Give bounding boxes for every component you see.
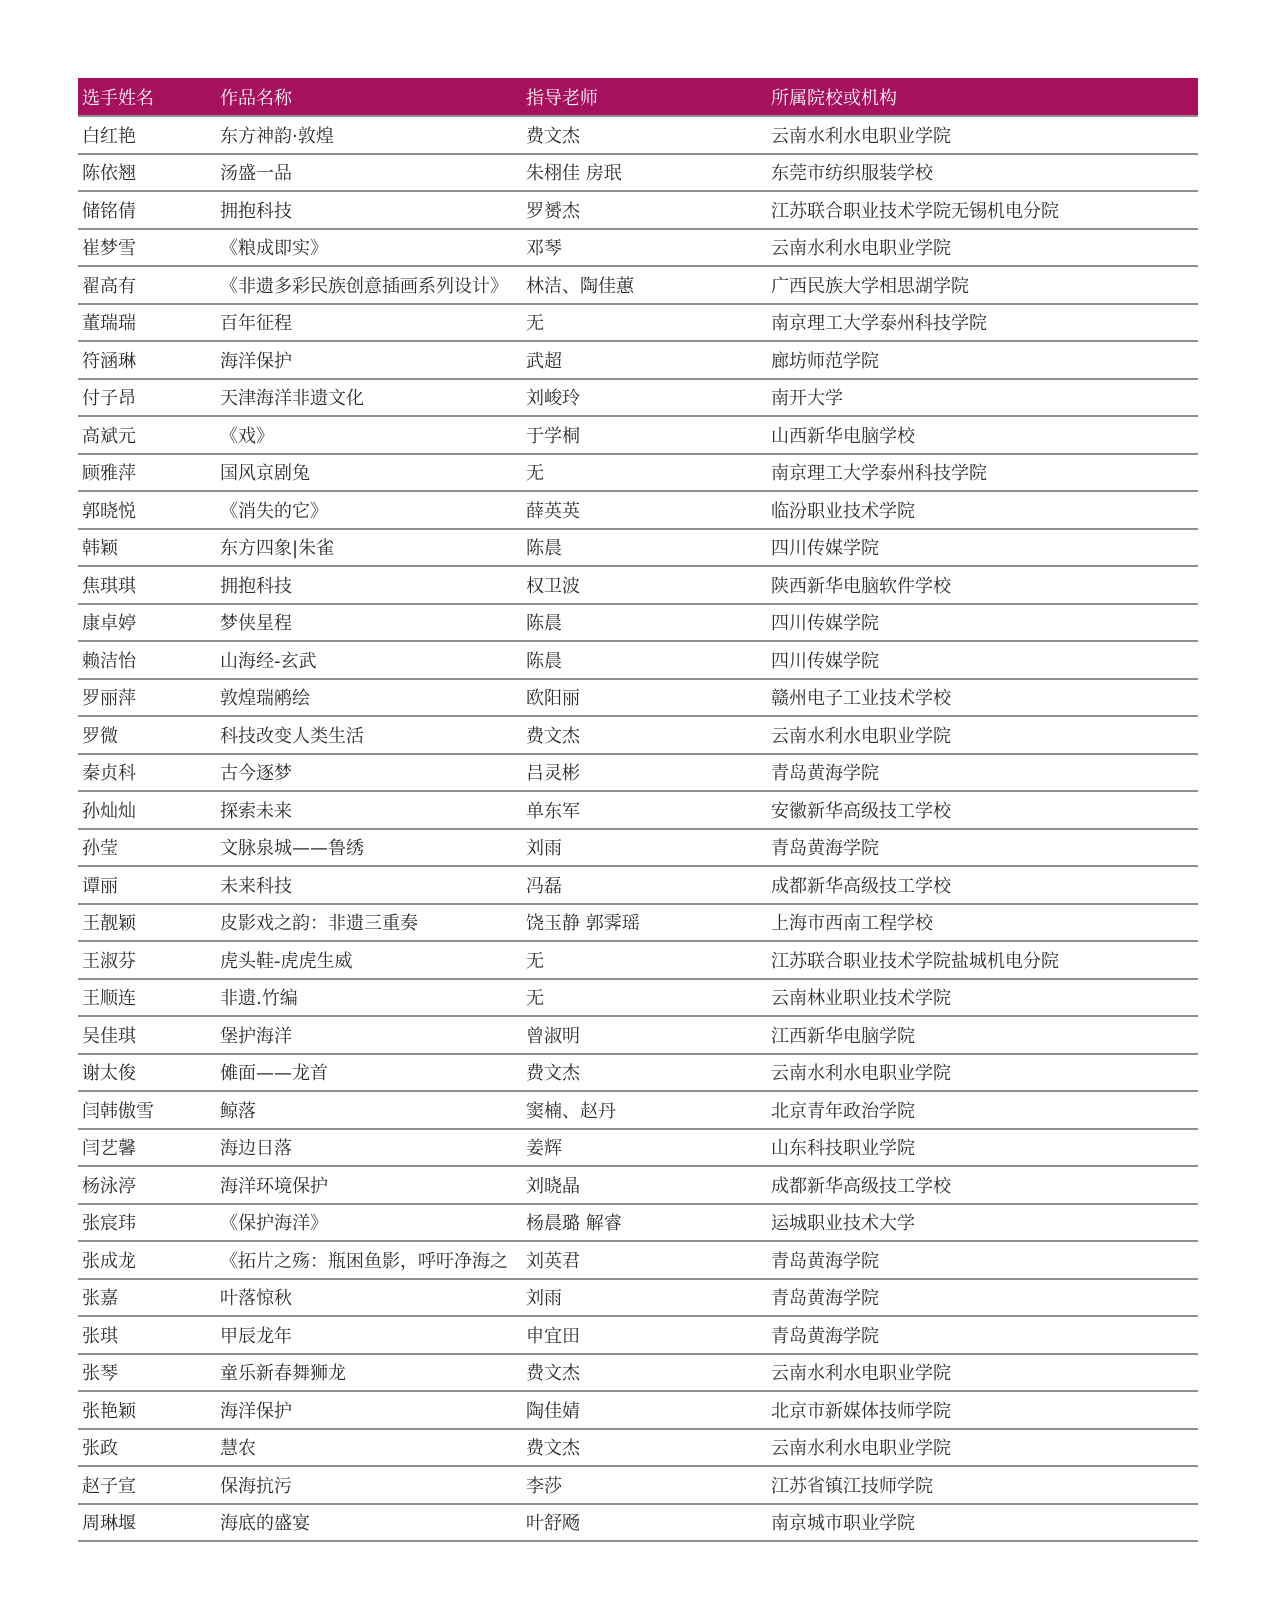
institution-cell: 云南水利水电职业学院 [767, 1354, 1198, 1392]
table-row [78, 1391, 1198, 1429]
contestant-name-cell: 郭晓悦 [78, 491, 216, 529]
institution-cell: 陕西新华电脑软件学校 [767, 566, 1198, 604]
work-title-cell: 海边日落 [216, 1129, 522, 1167]
instructor-cell: 冯磊 [522, 866, 767, 904]
table-row [78, 904, 1198, 942]
work-title-cell: 叶落惊秋 [216, 1279, 522, 1317]
table-row [78, 266, 1198, 304]
contestant-name-cell: 谭丽 [78, 866, 216, 904]
contestant-name-cell: 张琴 [78, 1354, 216, 1392]
table-row [78, 1354, 1198, 1392]
contestant-name-cell: 焦琪琪 [78, 566, 216, 604]
table-row [78, 716, 1198, 754]
contestant-name-cell: 秦贞科 [78, 754, 216, 792]
contestant-name-cell: 王靓颖 [78, 904, 216, 942]
contestant-name-cell: 张艳颖 [78, 1391, 216, 1429]
instructor-cell: 费文杰 [522, 1354, 767, 1392]
work-title-cell: 慧农 [216, 1429, 522, 1467]
institution-cell: 四川传媒学院 [767, 529, 1198, 567]
column-header-institution: 所属院校或机构 [767, 78, 1198, 116]
table-row [78, 566, 1198, 604]
instructor-cell: 费文杰 [522, 116, 767, 154]
work-title-cell: 甲辰龙年 [216, 1316, 522, 1354]
institution-cell: 云南水利水电职业学院 [767, 716, 1198, 754]
table-row [78, 1316, 1198, 1354]
contestant-name-cell: 崔梦雪 [78, 229, 216, 267]
work-title-cell: 《保护海洋》 [216, 1204, 522, 1242]
instructor-cell: 费文杰 [522, 1429, 767, 1467]
table-row [78, 529, 1198, 567]
instructor-cell: 饶玉静 郭霁瑶 [522, 904, 767, 942]
contestant-name-cell: 闫艺馨 [78, 1129, 216, 1167]
instructor-cell: 杨晨璐 解睿 [522, 1204, 767, 1242]
institution-cell: 廊坊师范学院 [767, 341, 1198, 379]
instructor-cell: 费文杰 [522, 716, 767, 754]
contestant-name-cell: 吴佳琪 [78, 1016, 216, 1054]
instructor-cell: 刘晓晶 [522, 1166, 767, 1204]
table-row [78, 379, 1198, 417]
header-row [78, 78, 1198, 116]
institution-cell: 东莞市纺织服装学校 [767, 154, 1198, 192]
table-row [78, 191, 1198, 229]
institution-cell: 成都新华高级技工学校 [767, 866, 1198, 904]
institution-cell: 南开大学 [767, 379, 1198, 417]
institution-cell: 南京城市职业学院 [767, 1504, 1198, 1542]
work-title-cell: 拥抱科技 [216, 191, 522, 229]
contestant-name-cell: 符涵琳 [78, 341, 216, 379]
contestant-name-cell: 赖洁怡 [78, 641, 216, 679]
work-title-cell: 敦煌瑞鹇绘 [216, 679, 522, 717]
contestant-name-cell: 孙灿灿 [78, 791, 216, 829]
institution-cell: 云南水利水电职业学院 [767, 1054, 1198, 1092]
institution-cell: 北京市新媒体技师学院 [767, 1391, 1198, 1429]
column-header-instructor: 指导老师 [522, 78, 767, 116]
institution-cell: 四川传媒学院 [767, 604, 1198, 642]
work-title-cell: 虎头鞋-虎虎生威 [216, 941, 522, 979]
instructor-cell: 邓琴 [522, 229, 767, 267]
institution-cell: 临汾职业技术学院 [767, 491, 1198, 529]
institution-cell: 青岛黄海学院 [767, 1316, 1198, 1354]
work-title-cell: 未来科技 [216, 866, 522, 904]
instructor-cell: 罗赟杰 [522, 191, 767, 229]
institution-cell: 青岛黄海学院 [767, 829, 1198, 867]
contestant-name-cell: 翟高有 [78, 266, 216, 304]
table-row [78, 229, 1198, 267]
institution-cell: 云南水利水电职业学院 [767, 1429, 1198, 1467]
table-row [78, 454, 1198, 492]
instructor-cell: 陶佳婧 [522, 1391, 767, 1429]
instructor-cell: 陈晨 [522, 641, 767, 679]
table-row [78, 754, 1198, 792]
institution-cell: 山西新华电脑学校 [767, 416, 1198, 454]
contestant-name-cell: 赵子宣 [78, 1466, 216, 1504]
contestant-name-cell: 张嘉 [78, 1279, 216, 1317]
table-row [78, 866, 1198, 904]
institution-cell: 广西民族大学相思湖学院 [767, 266, 1198, 304]
table-row [78, 304, 1198, 342]
work-title-cell: 文脉泉城——鲁绣 [216, 829, 522, 867]
table-row [78, 491, 1198, 529]
table-row [78, 1279, 1198, 1317]
contestant-name-cell: 康卓婷 [78, 604, 216, 642]
work-title-cell: 东方神韵·敦煌 [216, 116, 522, 154]
table-row [78, 1091, 1198, 1129]
instructor-cell: 权卫波 [522, 566, 767, 604]
instructor-cell: 姜辉 [522, 1129, 767, 1167]
table-row [78, 1054, 1198, 1092]
institution-cell: 云南林业职业技术学院 [767, 979, 1198, 1017]
work-title-cell: 堡护海洋 [216, 1016, 522, 1054]
contestant-name-cell: 张宸玮 [78, 1204, 216, 1242]
instructor-cell: 叶舒飏 [522, 1504, 767, 1542]
instructor-cell: 欧阳丽 [522, 679, 767, 717]
table-row [78, 979, 1198, 1017]
institution-cell: 云南水利水电职业学院 [767, 116, 1198, 154]
work-title-cell: 海洋环境保护 [216, 1166, 522, 1204]
work-title-cell: 鲸落 [216, 1091, 522, 1129]
work-title-cell: 东方四象|朱雀 [216, 529, 522, 567]
instructor-cell: 薛英英 [522, 491, 767, 529]
table-row [78, 829, 1198, 867]
table-row [78, 679, 1198, 717]
instructor-cell: 陈晨 [522, 604, 767, 642]
table-row [78, 1016, 1198, 1054]
table-row [78, 1166, 1198, 1204]
table-body [78, 116, 1198, 1541]
institution-cell: 江苏联合职业技术学院盐城机电分院 [767, 941, 1198, 979]
work-title-cell: 汤盛一品 [216, 154, 522, 192]
instructor-cell: 刘峻玲 [522, 379, 767, 417]
instructor-cell: 刘雨 [522, 829, 767, 867]
work-title-cell: 《戏》 [216, 416, 522, 454]
table-row [78, 416, 1198, 454]
contestant-name-cell: 罗丽萍 [78, 679, 216, 717]
work-title-cell: 保海抗污 [216, 1466, 522, 1504]
work-title-cell: 海底的盛宴 [216, 1504, 522, 1542]
institution-cell: 南京理工大学泰州科技学院 [767, 454, 1198, 492]
institution-cell: 上海市西南工程学校 [767, 904, 1198, 942]
contestant-name-cell: 董瑞瑞 [78, 304, 216, 342]
work-title-cell: 皮影戏之韵：非遗三重奏 [216, 904, 522, 942]
contestant-name-cell: 王淑芬 [78, 941, 216, 979]
work-title-cell: 《消失的它》 [216, 491, 522, 529]
work-title-cell: 《粮成即实》 [216, 229, 522, 267]
work-title-cell: 古今逐梦 [216, 754, 522, 792]
table-row [78, 1241, 1198, 1279]
contestant-name-cell: 张政 [78, 1429, 216, 1467]
work-title-cell: 海洋保护 [216, 341, 522, 379]
contestant-name-cell: 白红艳 [78, 116, 216, 154]
table-row [78, 341, 1198, 379]
contestant-name-cell: 储铭倩 [78, 191, 216, 229]
work-title-cell: 《拓片之殇：瓶困鱼影，呼吁净海之 [216, 1241, 522, 1279]
instructor-cell: 费文杰 [522, 1054, 767, 1092]
institution-cell: 青岛黄海学院 [767, 754, 1198, 792]
contestant-name-cell: 顾雅萍 [78, 454, 216, 492]
institution-cell: 北京青年政治学院 [767, 1091, 1198, 1129]
instructor-cell: 刘英君 [522, 1241, 767, 1279]
instructor-cell: 无 [522, 304, 767, 342]
work-title-cell: 海洋保护 [216, 1391, 522, 1429]
column-header-contestant: 选手姓名 [78, 78, 216, 116]
institution-cell: 江苏联合职业技术学院无锡机电分院 [767, 191, 1198, 229]
table-row [78, 791, 1198, 829]
institution-cell: 青岛黄海学院 [767, 1279, 1198, 1317]
instructor-cell: 窦楠、赵丹 [522, 1091, 767, 1129]
table-row [78, 154, 1198, 192]
contestant-name-cell: 张琪 [78, 1316, 216, 1354]
table-row [78, 1466, 1198, 1504]
contestant-name-cell: 陈依翘 [78, 154, 216, 192]
table-row [78, 1204, 1198, 1242]
institution-cell: 江苏省镇江技师学院 [767, 1466, 1198, 1504]
entries-table [78, 78, 1198, 1542]
contestant-name-cell: 王顺连 [78, 979, 216, 1017]
institution-cell: 运城职业技术大学 [767, 1204, 1198, 1242]
instructor-cell: 陈晨 [522, 529, 767, 567]
institution-cell: 安徽新华高级技工学校 [767, 791, 1198, 829]
work-title-cell: 天津海洋非遗文化 [216, 379, 522, 417]
instructor-cell: 无 [522, 454, 767, 492]
institution-cell: 山东科技职业学院 [767, 1129, 1198, 1167]
table-row [78, 116, 1198, 154]
institution-cell: 赣州电子工业技术学校 [767, 679, 1198, 717]
instructor-cell: 吕灵彬 [522, 754, 767, 792]
instructor-cell: 曾淑明 [522, 1016, 767, 1054]
instructor-cell: 于学桐 [522, 416, 767, 454]
instructor-cell: 武超 [522, 341, 767, 379]
instructor-cell: 李莎 [522, 1466, 767, 1504]
column-header-work-title: 作品名称 [216, 78, 522, 116]
work-title-cell: 科技改变人类生活 [216, 716, 522, 754]
contestant-name-cell: 周琳堰 [78, 1504, 216, 1542]
work-title-cell: 非遗.竹编 [216, 979, 522, 1017]
contestant-name-cell: 杨泳渟 [78, 1166, 216, 1204]
instructor-cell: 无 [522, 941, 767, 979]
instructor-cell: 申宜田 [522, 1316, 767, 1354]
table-header [78, 78, 1198, 116]
table-row [78, 1129, 1198, 1167]
instructor-cell: 刘雨 [522, 1279, 767, 1317]
institution-cell: 四川传媒学院 [767, 641, 1198, 679]
work-title-cell: 百年征程 [216, 304, 522, 342]
table-row [78, 941, 1198, 979]
instructor-cell: 林洁、陶佳蕙 [522, 266, 767, 304]
instructor-cell: 单东军 [522, 791, 767, 829]
institution-cell: 成都新华高级技工学校 [767, 1166, 1198, 1204]
contestant-name-cell: 付子昂 [78, 379, 216, 417]
work-title-cell: 山海经-玄武 [216, 641, 522, 679]
work-title-cell: 傩面——龙首 [216, 1054, 522, 1092]
contestant-name-cell: 闫韩傲雪 [78, 1091, 216, 1129]
entries-table-container [78, 78, 1198, 1542]
table-row [78, 604, 1198, 642]
work-title-cell: 探索未来 [216, 791, 522, 829]
contestant-name-cell: 张成龙 [78, 1241, 216, 1279]
institution-cell: 青岛黄海学院 [767, 1241, 1198, 1279]
contestant-name-cell: 罗微 [78, 716, 216, 754]
instructor-cell: 朱栩佳 房珉 [522, 154, 767, 192]
work-title-cell: 拥抱科技 [216, 566, 522, 604]
contestant-name-cell: 韩颖 [78, 529, 216, 567]
table-row [78, 641, 1198, 679]
contestant-name-cell: 谢太俊 [78, 1054, 216, 1092]
work-title-cell: 童乐新春舞狮龙 [216, 1354, 522, 1392]
institution-cell: 南京理工大学泰州科技学院 [767, 304, 1198, 342]
contestant-name-cell: 孙莹 [78, 829, 216, 867]
institution-cell: 云南水利水电职业学院 [767, 229, 1198, 267]
table-row [78, 1429, 1198, 1467]
work-title-cell: 《非遗多彩民族创意插画系列设计》 [216, 266, 522, 304]
work-title-cell: 国风京剧兔 [216, 454, 522, 492]
work-title-cell: 梦侠星程 [216, 604, 522, 642]
contestant-name-cell: 高斌元 [78, 416, 216, 454]
instructor-cell: 无 [522, 979, 767, 1017]
table-row [78, 1504, 1198, 1542]
institution-cell: 江西新华电脑学院 [767, 1016, 1198, 1054]
